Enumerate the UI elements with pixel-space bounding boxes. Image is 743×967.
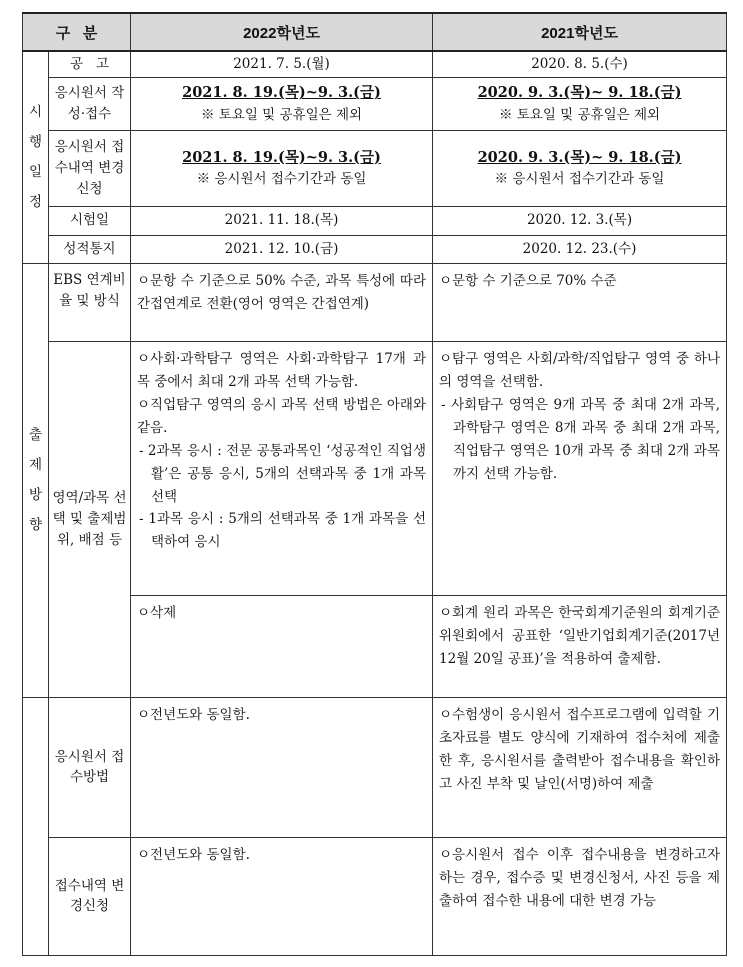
row-label-method: 응시원서 접수방법: [49, 697, 131, 837]
row-label-announcement: 공 고: [49, 51, 131, 77]
row-label-change: 응시원서 접수내역 변경신청: [49, 130, 131, 206]
table-row: [23, 837, 727, 955]
comparison-table: [22, 12, 727, 956]
table-row: [23, 206, 727, 235]
cell-2021: 2020. 12. 23.(수): [433, 235, 727, 263]
cell-2021: ㅇ회계 원리 과목은 한국회계기준원의 회계기준위원회에서 공표한 ‘일반기업회계기준(2017년 12월 20일 공표)’을 적용하여 출제함.: [433, 595, 727, 697]
table-row: [23, 697, 727, 837]
cell-2022: ㅇ문항 수 기준으로 50% 수준, 과목 특성에 따라 간접연계로 전환(영어 영역은 간접연계): [131, 263, 433, 341]
table-row: [23, 263, 727, 341]
table-row: [23, 77, 727, 130]
header-row: [23, 13, 727, 51]
row-label-application: 응시원서 작성·접수: [49, 77, 131, 130]
cell-2021: 2020. 12. 3.(목): [433, 206, 727, 235]
table-row: [23, 235, 727, 263]
row-label-results: 성적통지: [49, 235, 131, 263]
cell-2021: ㅇ수험생이 응시원서 접수프로그램에 입력할 기초자료를 별도 양식에 기재하여 접수처에 제출한 후, 응시원서를 출력받아 접수내용을 확인하고 사진 부착 및 날인(서명)하여 제출: [433, 697, 727, 837]
cell-2022: 2021. 12. 10.(금): [131, 235, 433, 263]
row-label-exam-date: 시험일: [49, 206, 131, 235]
table-row: [23, 130, 727, 206]
cell-2022: 2021. 8. 19.(목)~9. 3.(금) ※ 토요일 및 공휴일은 제외: [131, 77, 433, 130]
schedule-category: 시 행 일 정: [23, 51, 49, 263]
cell-2022: 2021. 8. 19.(목)~9. 3.(금) ※ 응시원서 접수기간과 동일: [131, 130, 433, 206]
row-label-subjects: 영역/과목 선택 및 출제범위, 배점 등: [49, 341, 131, 697]
exam-category: 출 제 방 향: [23, 263, 49, 697]
row-label-change-request: 접수내역 변경신청: [49, 837, 131, 955]
cell-2022: ㅇ전년도와 동일함.: [131, 697, 433, 837]
cell-2022: ㅇ사회·과학탐구 영역은 사회·과학탐구 17개 과목 중에서 최대 2개 과목 선택 가능함. ㅇ직업탐구 영역의 응시 과목 선택 방법은 아래와 같음. - 2과목 응시 : 전문 공통과목인 ‘성공적인 직업생활’은 공통 응시, 5개의 선택과목 중 1개 과목 선택 - 1과목 응시 : 5개의 선택과목 중 1개 과목을 선택하여 응시: [131, 341, 433, 595]
header-2021: 2021학년도: [433, 13, 727, 51]
cell-2022: ㅇ전년도와 동일함.: [131, 837, 433, 955]
cell-2022: 2021. 7. 5.(월): [131, 51, 433, 77]
row-label-ebs: EBS 연계비율 및 방식: [49, 263, 131, 341]
application-category: [23, 697, 49, 955]
cell-2021: 2020. 9. 3.(목)~ 9. 18.(금) ※ 응시원서 접수기간과 동일: [433, 130, 727, 206]
cell-2021: 2020. 9. 3.(목)~ 9. 18.(금) ※ 토요일 및 공휴일은 제외: [433, 77, 727, 130]
table-row: [23, 341, 727, 595]
table-row: [23, 51, 727, 77]
cell-2021: ㅇ문항 수 기준으로 70% 수준: [433, 263, 727, 341]
cell-2022: 2021. 11. 18.(목): [131, 206, 433, 235]
header-2022: 2022학년도: [131, 13, 433, 51]
cell-2022: ㅇ삭제: [131, 595, 433, 697]
header-category: 구 분: [23, 13, 131, 51]
cell-2021: ㅇ응시원서 접수 이후 접수내용을 변경하고자 하는 경우, 접수증 및 변경신청서, 사진 등을 제출하여 접수한 내용에 대한 변경 가능: [433, 837, 727, 955]
cell-2021: 2020. 8. 5.(수): [433, 51, 727, 77]
cell-2021: ㅇ탐구 영역은 사회/과학/직업탐구 영역 중 하나의 영역을 선택함. - 사회탐구 영역은 9개 과목 중 최대 2개 과목, 과학탐구 영역은 8개 과목 중 최대 2개 과목, 직업탐구 영역은 10개 과목 중 최대 2개 과목까지 선택 가능함.: [433, 341, 727, 595]
